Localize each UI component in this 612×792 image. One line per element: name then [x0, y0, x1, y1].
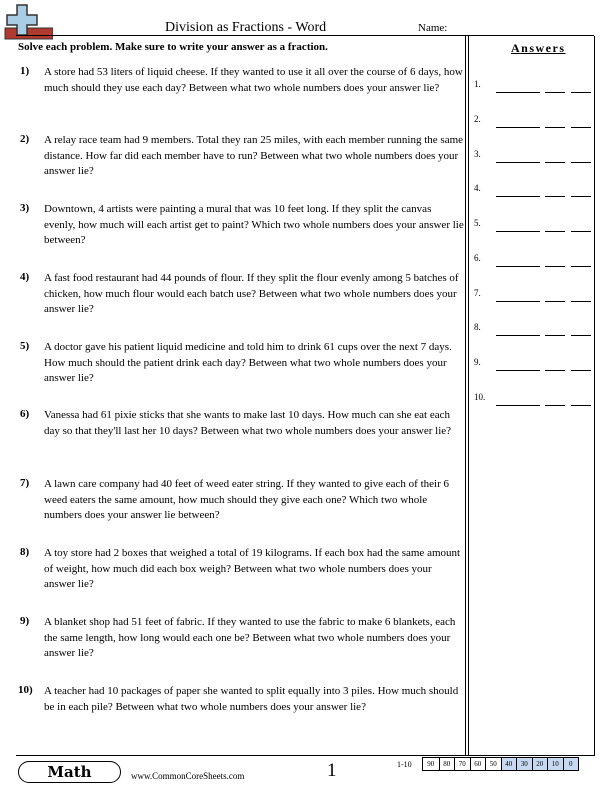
problem-number: 1) [20, 65, 30, 77]
answer-number: 8. [474, 322, 481, 332]
problem-text: A lawn care company had 40 feet of weed eater string. If they wanted to give each of their 6 weed eaters the same amount, how much should they give each one? Which two whole numbers does your answer lie between? [44, 478, 450, 521]
answer-blank[interactable] [571, 335, 591, 336]
score-cell: 80 [439, 758, 455, 770]
answer-blank[interactable] [496, 266, 540, 267]
answer-row [474, 392, 594, 406]
answer-row [474, 288, 594, 302]
problem-number: 3) [20, 202, 30, 214]
right-border [594, 36, 595, 756]
problem-text: A relay race team had 9 members. Total they ran 25 miles, with each member running the same distance. How far did each member have to run? Between what two whole numbers does your answer lie? [44, 134, 464, 177]
score-cell: 60 [470, 758, 486, 770]
score-cell: 30 [516, 758, 532, 770]
answers-title: Answers [511, 41, 566, 55]
problem-text: Vanessa had 61 pixie sticks that she wants to make last 10 days. How much can she eat each day so that they'll last her 10 days? Between what two whole numbers does your answer lie? [44, 409, 452, 437]
answer-blank[interactable] [545, 370, 565, 371]
site-url[interactable]: www.CommonCoreSheets.com [131, 771, 245, 781]
answer-blank[interactable] [496, 231, 540, 232]
answer-number: 2. [474, 114, 481, 124]
answer-blank[interactable] [496, 335, 540, 336]
answer-blank[interactable] [571, 231, 591, 232]
answer-blank[interactable] [496, 370, 540, 371]
answer-blank[interactable] [571, 266, 591, 267]
answer-blank[interactable] [545, 405, 565, 406]
score-cell: 10 [547, 758, 563, 770]
answer-blank[interactable] [496, 162, 540, 163]
answer-number: 6. [474, 253, 481, 263]
problem-number: 5) [20, 340, 30, 352]
problem-text: A teacher had 10 packages of paper she wanted to split equally into 3 piles. How much should be in each pile? Between what two whole numbers does your answer lie? [44, 685, 459, 713]
score-range-label: 1-10 [397, 760, 412, 769]
page-number: 1 [327, 760, 337, 781]
page-title: Division as Fractions - Word [165, 20, 327, 35]
answer-blank[interactable] [545, 127, 565, 128]
answer-blank[interactable] [496, 301, 540, 302]
problem-text: A blanket shop had 51 feet of fabric. If they wanted to use the fabric to make 6 blankets, each the same length, how long would each one be? Between what two whole numbers does your answer lie? [44, 616, 456, 659]
answer-row [474, 79, 594, 93]
answer-row [474, 357, 594, 371]
problem-text: Downtown, 4 artists were painting a mural that was 10 feet long. If they split the canvas evenly, how much will each artist get to paint? Which two whole numbers does your answer lie between? [44, 203, 464, 246]
answer-blank[interactable] [571, 162, 591, 163]
problem-number: 4) [20, 271, 30, 283]
problem-number: 7) [20, 477, 30, 489]
answer-row [474, 114, 594, 128]
subject-label: Math [47, 763, 92, 781]
score-cell: 70 [454, 758, 470, 770]
answer-blank[interactable] [571, 405, 591, 406]
answer-blank[interactable] [571, 92, 591, 93]
answer-blank[interactable] [496, 92, 540, 93]
answer-blank[interactable] [545, 92, 565, 93]
answer-blank[interactable] [545, 301, 565, 302]
problem-number: 10) [18, 684, 33, 696]
column-divider [465, 36, 466, 756]
answer-number: 9. [474, 357, 481, 367]
answer-row [474, 149, 594, 163]
answer-row [474, 183, 594, 197]
problem-text: A fast food restaurant had 44 pounds of flour. If they split the flour evenly among 5 batches of chicken, how much flour would each batch use? Between what two whole numbers does your answer lie? [44, 272, 459, 315]
score-cell: 90 [427, 760, 435, 768]
answer-blank[interactable] [571, 196, 591, 197]
answer-number: 10. [474, 392, 486, 402]
problem-number: 2) [20, 133, 30, 145]
name-label: Name: [418, 22, 448, 34]
answer-number: 1. [474, 79, 481, 89]
problem-number: 6) [20, 408, 30, 420]
answer-number: 3. [474, 149, 481, 159]
answer-blank[interactable] [571, 301, 591, 302]
answer-blank[interactable] [545, 231, 565, 232]
answer-blank[interactable] [545, 196, 565, 197]
footer-divider [16, 755, 595, 756]
problem-text: A doctor gave his patient liquid medicine and told him to drink 61 cups over the next 7 days. How much should the patient drink each day? Between what two whole numbers does your answer lie? [44, 341, 452, 384]
answer-blank[interactable] [571, 127, 591, 128]
instructions: Solve each problem. Make sure to write your answer as a fraction. [18, 41, 328, 53]
answer-blank[interactable] [496, 127, 540, 128]
answer-row [474, 253, 594, 267]
score-cell: 50 [485, 758, 501, 770]
problem-text: A toy store had 2 boxes that weighed a total of 19 kilograms. If each box had the same amount of weight, how much did each box weigh? Between what two whole numbers does your answer lie? [44, 547, 461, 590]
score-table [422, 757, 579, 771]
header-divider [16, 35, 594, 36]
answer-number: 7. [474, 288, 481, 298]
problem-text: A store had 53 liters of liquid cheese. If they wanted to use it all over the course of 6 days, how much should they use each day? Between what two whole numbers does your answer lie? [44, 66, 463, 94]
answer-row [474, 322, 594, 336]
score-cell: 40 [501, 758, 517, 770]
answer-blank[interactable] [496, 196, 540, 197]
problem-number: 8) [20, 546, 30, 558]
answer-blank[interactable] [545, 335, 565, 336]
problem-number: 9) [20, 615, 30, 627]
score-cell: 0 [563, 758, 579, 770]
answer-number: 5. [474, 218, 481, 228]
answer-blank[interactable] [496, 405, 540, 406]
answer-blank[interactable] [571, 370, 591, 371]
score-cell: 20 [532, 758, 548, 770]
answer-blank[interactable] [545, 162, 565, 163]
column-divider [468, 36, 469, 756]
answer-row [474, 218, 594, 232]
answer-blank[interactable] [545, 266, 565, 267]
answer-number: 4. [474, 183, 481, 193]
